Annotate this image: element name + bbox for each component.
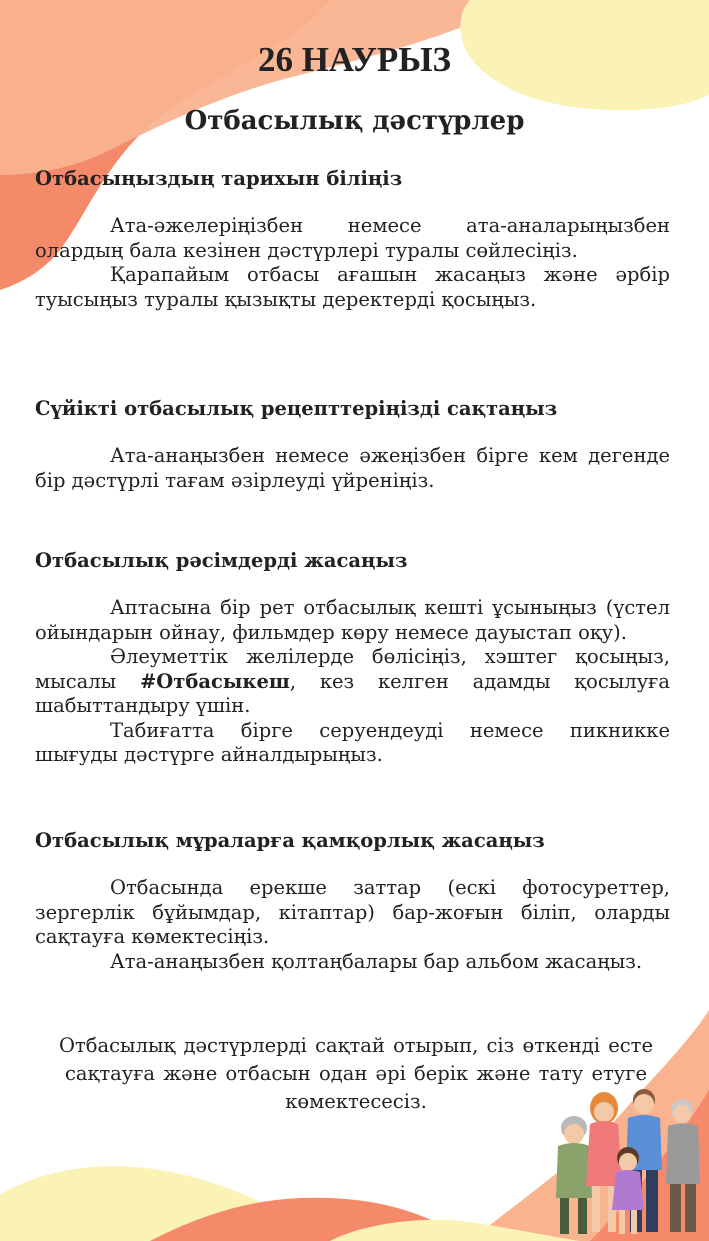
hashtag-intro: Әлеуметтік желілерде бөлісіңіз, хэштег қосыңыз, мысалы <box>35 645 670 693</box>
section-family-history <box>35 166 670 312</box>
section-family-rituals <box>35 548 670 768</box>
section-paragraph: Ата-анаңызбен қолтаңбалары бар альбом жасаңыз. <box>110 949 643 973</box>
section-heading: Сүйікті отбасылық рецепттеріңізді сақтаңыз <box>35 397 558 420</box>
section-heading: Отбасылық рәсімдерді жасаңыз <box>35 549 408 572</box>
section-paragraph: Ата-әжелеріңізбен немесе ата-аналарыңызбен олардың бала кезінен дәстүрлері туралы сөйлесіңіз. <box>35 214 670 262</box>
section-paragraph: Ата-анаңызбен немесе әжеңізбен бірге кем дегенде бір дәстүрлі тағам әзірлеуді үйреніңіз. <box>35 444 670 492</box>
hashtag: #Отбасыкеш <box>139 669 290 693</box>
section-paragraph: Отбасында ерекше заттар (ескі фотосуреттер, зергерлік бұйымдар, кітаптар) бар-жоғын біліп, оларды сақтауға көмектесіңіз. <box>35 876 670 948</box>
section-paragraph: Қарапайым отбасы ағашын жасаңыз және әрбір туысыңыз туралы қызықты деректерді қосыңыз. <box>35 263 670 311</box>
section-paragraph: Аптасына бір рет отбасылық кешті ұсыныңыз (үстел ойындарын ойнау, фильмдер көру немесе дауыстап оқу). <box>35 596 670 644</box>
closing-text: Отбасылық дәстүрлерді сақтай отырып, сіз өткенді есте сақтауға және отбасын одан әрі берік және тату етуге көмектесесіз. <box>58 1034 653 1113</box>
section-paragraph-hashtag <box>35 645 670 719</box>
section-heading: Отбасылық мұраларға қамқорлық жасаңыз <box>35 829 545 852</box>
hashtag-outro: , кез келген адамды қосылуға шабыттандыру үшін. <box>35 669 671 717</box>
family-illustration <box>548 1088 704 1238</box>
section-family-recipes <box>35 396 670 493</box>
section-family-heritage <box>35 828 670 974</box>
page-title: Отбасылық дәстүрлер <box>184 106 525 136</box>
section-heading: Отбасыңыздың тарихын біліңіз <box>35 167 403 190</box>
section-paragraph: Табиғатта бірге серуендеуді немесе пикникке шығуды дәстүрге айналдырыңыз. <box>35 718 670 766</box>
page-date: 26 НАУРЫЗ <box>257 40 452 79</box>
